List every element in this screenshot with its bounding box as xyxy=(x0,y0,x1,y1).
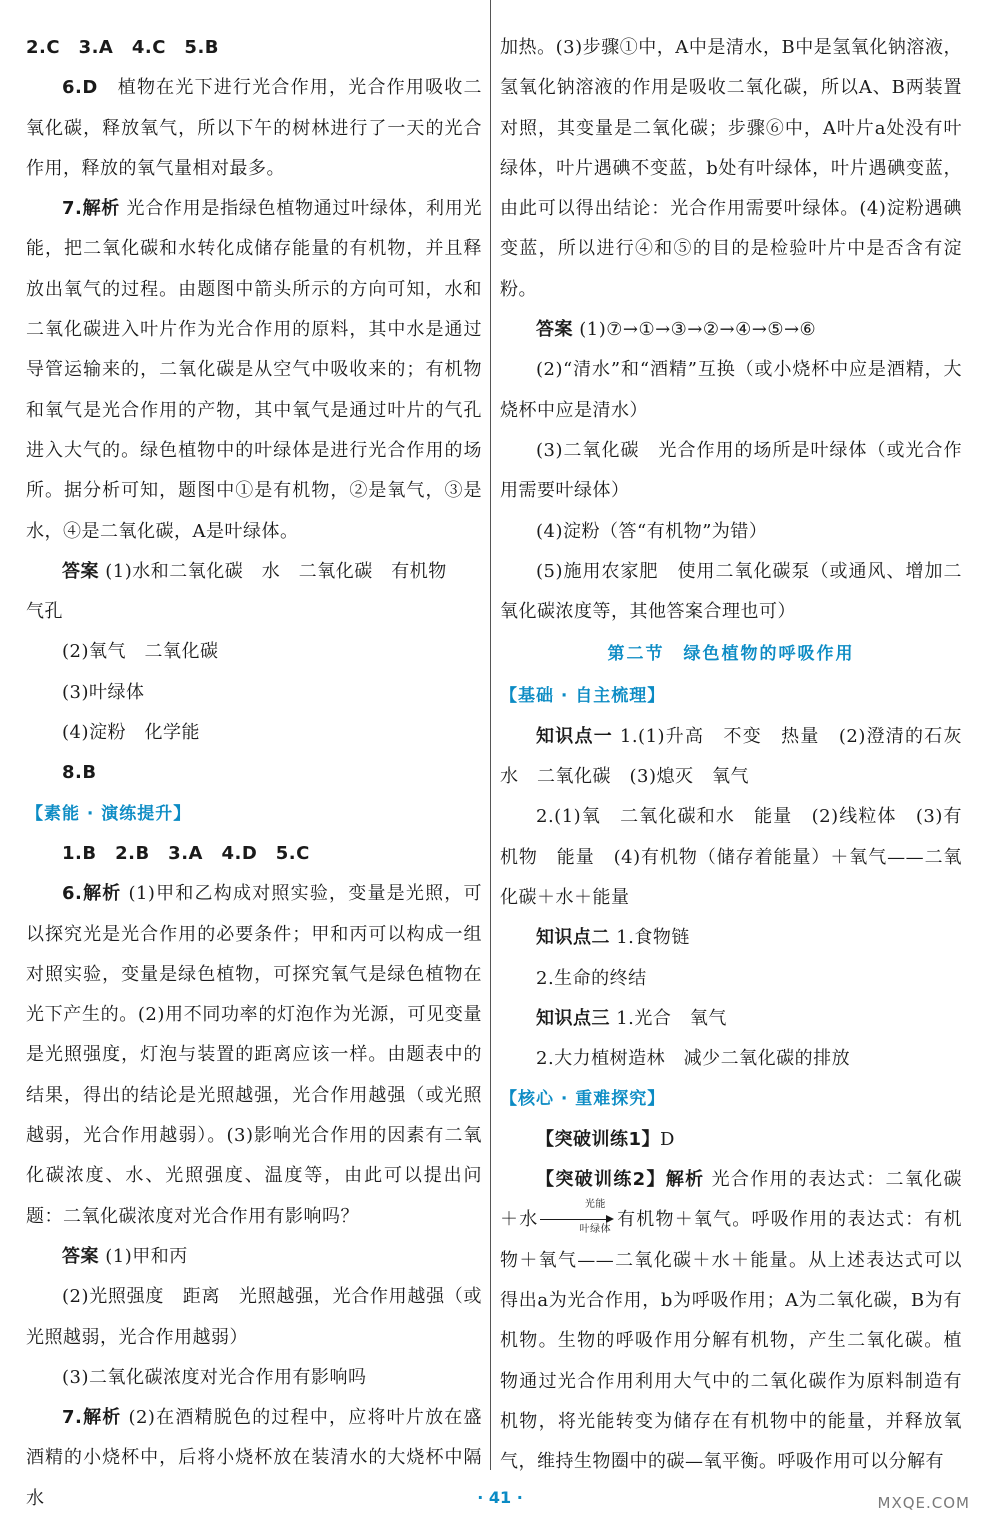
q6-explanation: 植物在光下进行光合作用，光合作用吸收二氧化碳，释放氧气，所以下午的树林进行了一天的光合作用，释放的氧气量相对最多。 xyxy=(26,77,482,179)
knowledge-point-1-2: 2.(1)氧 二氧化碳和水 能量 (2)线粒体 (3)有机物 能量 (4)有机物（储存着能量）＋氧气——二氧化碳＋水＋能量 xyxy=(500,806,962,908)
q6-answer xyxy=(26,68,482,189)
kp3-label: 知识点三 xyxy=(536,1007,610,1029)
left-column xyxy=(26,28,482,1519)
kp3-text: 1.光合 氧气 xyxy=(616,1007,727,1029)
q6b-answer-1-text: (1)甲和丙 xyxy=(105,1245,188,1267)
q7-answer-1b: 气孔 xyxy=(26,601,63,623)
formula-condition-top: 光能 xyxy=(584,1199,606,1211)
q6b-label: 6.解析 xyxy=(62,883,122,905)
q7b-text: (2)在酒精脱色的过程中，应将叶片放在盛酒精的小烧杯中，后将小烧杯放在装清水的大烧杯中隔水 xyxy=(26,1407,482,1509)
r-answer-5: (5)施用农家肥 使用二氧化碳泵（或通风、增加二氧化碳浓度等，其他答案合理也可） xyxy=(500,560,962,623)
q6-number: 6.D xyxy=(62,77,98,99)
kp2-label: 知识点二 xyxy=(536,927,610,949)
knowledge-point-2 xyxy=(500,918,962,958)
knowledge-point-3-2: 2.大力植树造林 减少二氧化碳的排放 xyxy=(536,1048,851,1070)
answers-line-2: 1.B 2.B 3.A 4.D 5.C xyxy=(62,842,310,864)
kp1-label: 知识点一 xyxy=(536,725,613,747)
section-title-hexin: 【核心 · 重难探究】 xyxy=(500,1089,666,1110)
r-answer-4: (4)淀粉（答“有机物”为错） xyxy=(536,520,768,542)
q6b-answer-3: (3)二氧化碳浓度对光合作用有影响吗 xyxy=(62,1366,367,1388)
knowledge-point-1 xyxy=(500,717,962,798)
training-2-label: 【突破训练2】 xyxy=(536,1169,666,1191)
answer-label: 答案 xyxy=(62,1245,99,1267)
training-1-answer: D xyxy=(660,1128,675,1150)
q7-analysis xyxy=(26,189,482,552)
q6b-text: (1)甲和乙构成对照实验，变量是光照，可以探究光是光合作用的必要条件；甲和丙可以构成一组对照实验，变量是绿色植物，可探究氧气是绿色植物在光下产生的。(2)用不同功率的灯泡作为光源，可见变量是光照强度，灯泡与装置的距离应该一样。由题表中的结果，得出的结论是光照越强，光合作用越强（或光照越弱，光合作用越弱）。(3)影响光合作用的因素有二氧化碳浓度、水、光照强度、温度等，由此可以提出问题：二氧化碳浓度对光合作用有影响吗？ xyxy=(26,883,482,1227)
r-answer-1 xyxy=(500,310,962,350)
column-divider xyxy=(490,0,491,1470)
q7-answer-1 xyxy=(26,552,482,592)
answer-1-text: (1)水和二氧化碳 水 二氧化碳 有机物 xyxy=(105,560,447,582)
section-heading-hexin xyxy=(500,1079,962,1119)
q7b-label: 7.解析 xyxy=(62,1407,122,1429)
formula-condition-bottom: 叶绿体 xyxy=(579,1224,612,1236)
reaction-arrow xyxy=(540,1199,614,1236)
q7-answer-2: (2)氧气 二氧化碳 xyxy=(62,641,219,663)
section-heading xyxy=(26,794,482,834)
training-1-label: 【突破训练1】 xyxy=(536,1128,661,1150)
training-2-text-2: 有机物＋氧气。呼吸作用的表达式：有机物＋氧气——二氧化碳＋水＋能量。从上述表达式可以得出a为光合作用，b为呼吸作用；A为二氧化碳，B为有机物。生物的呼吸作用分解有机物，产生二氧化碳。植物通过光合作用利用大气中的二氧化碳作为原料制造有机物，将光能转变为储存在有机物中的能量，并释放氧气，维持生物圈中的碳—氧平衡。呼吸作用可以分解有 xyxy=(500,1209,963,1473)
training-2-sub: 解析 xyxy=(665,1169,705,1191)
q7-answer-3: (3)叶绿体 xyxy=(62,681,145,703)
arrow-head-icon xyxy=(606,1215,614,1223)
q7-label: 7.解析 xyxy=(62,198,121,220)
r-answer-3: (3)二氧化碳 光合作用的场所是叶绿体（或光合作用需要叶绿体） xyxy=(500,439,962,502)
knowledge-point-3 xyxy=(500,999,962,1039)
section-title-jichu: 【基础 · 自主梳理】 xyxy=(500,686,666,707)
kp2-text: 1.食物链 xyxy=(616,927,690,949)
training-2-text-1: 光合作用的表达式：二氧化碳＋水 xyxy=(500,1169,963,1231)
q6b-answer-2: (2)光照强度 距离 光照越强，光合作用越强（或光照越弱，光合作用越弱） xyxy=(26,1286,482,1348)
page-number: · 41 · xyxy=(477,1488,523,1507)
answer-label: 答案 xyxy=(536,319,573,341)
q7-text: 光合作用是指绿色植物通过叶绿体，利用光能，把二氧化碳和水转化成储存能量的有机物，并且释放出氧气的过程。由题图中箭头所示的方向可知，水和二氧化碳进入叶片作为光合作用的原料，其中水是通过导管运输来的，二氧化碳是从空气中吸收来的；有机物和氧气是光合作用的产物，其中氧气是通过叶片的气孔进入大气的。绿色植物中的叶绿体是进行光合作用的场所。据分析可知，题图中①是有机物，②是氧气，③是水，④是二氧化碳，A是叶绿体。 xyxy=(26,198,482,542)
q7b-analysis xyxy=(26,1398,482,1519)
answers-line-1: 2.C 3.A 4.C 5.B xyxy=(26,37,220,58)
training-2 xyxy=(500,1160,962,1482)
right-column xyxy=(500,28,962,1482)
section-title-suneng: 【素能 · 演练提升】 xyxy=(26,803,192,824)
section-heading-jichu xyxy=(500,676,962,716)
section-title-respiration: 第二节 绿色植物的呼吸作用 xyxy=(607,644,855,665)
training-1 xyxy=(500,1120,962,1160)
arrow-line xyxy=(540,1219,608,1220)
r-answer-2: (2)“清水”和“酒精”互换（或小烧杯中应是酒精，大烧杯中应是清水） xyxy=(500,359,962,421)
watermark-text: MXQE.COM xyxy=(877,1494,970,1512)
r-answer-1-text: (1)⑦→①→③→②→④→⑤→⑥ xyxy=(579,319,817,341)
q6b-answer-1 xyxy=(26,1237,482,1277)
kp1-text: 1.(1)升高 不变 热量 (2)澄清的石灰水 二氧化碳 (3)熄灭 氧气 xyxy=(500,725,962,788)
knowledge-point-2-2: 2.生命的终结 xyxy=(536,967,647,989)
q7b-continued: 加热。(3)步骤①中，A中是清水，B中是氢氧化钠溶液，氢氧化钠溶液的作用是吸收二氧化碳，所以A、B两装置对照，其变量是二氧化碳；步骤⑥中，A叶片a处没有叶绿体，叶片遇碘不变蓝，b处有叶绿体，叶片遇碘变蓝，由此可以得出结论：光合作用需要叶绿体。(4)淀粉遇碘变蓝，所以进行④和⑤的目的是检验叶片中是否含有淀粉。 xyxy=(500,37,962,300)
q6b-analysis xyxy=(26,874,482,1237)
q7-answer-4: (4)淀粉 化学能 xyxy=(62,722,200,744)
answer-label: 答案 xyxy=(62,560,99,582)
q8-answer: 8.B xyxy=(62,762,97,784)
